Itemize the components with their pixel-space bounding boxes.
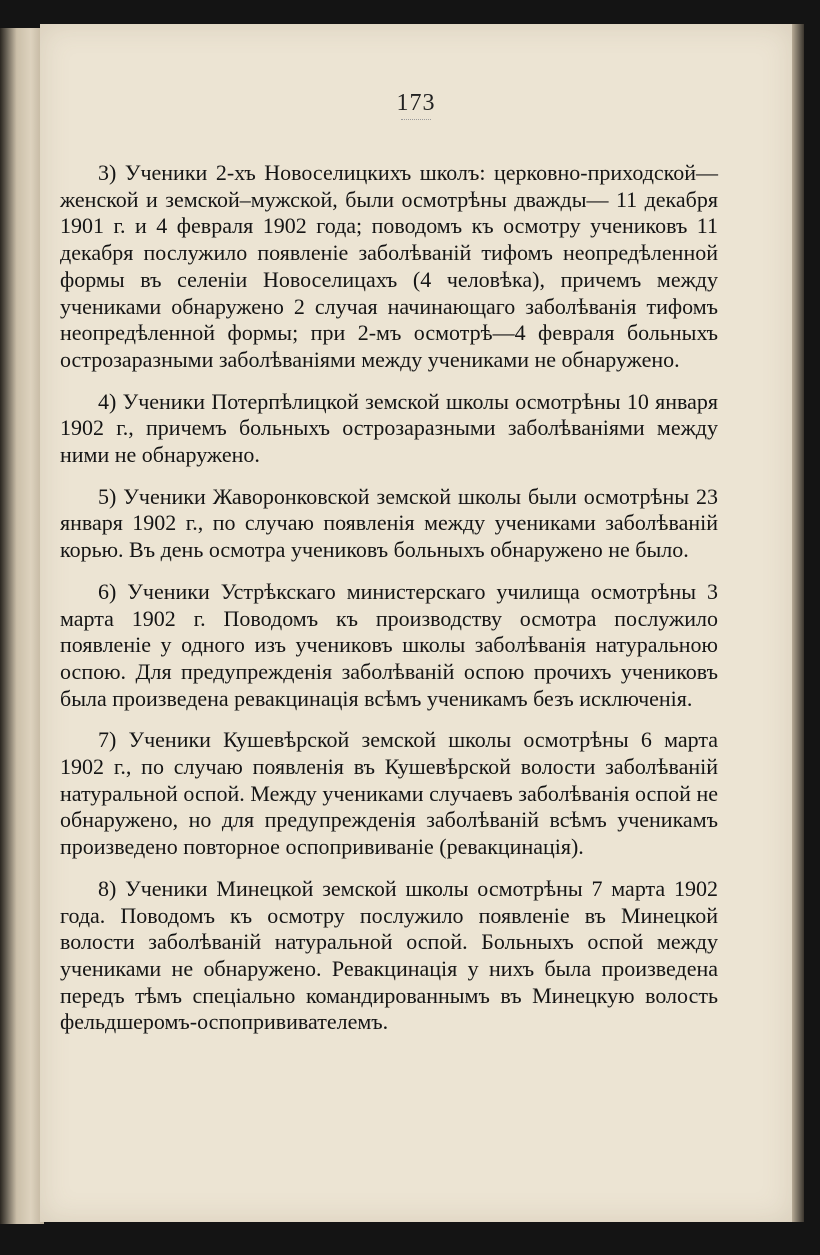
paragraph-3: 3) Ученики 2-хъ Новоселицкихъ школъ: церковно-приходской—женской и земской–мужской, были осмотрѣны дважды— 11 декабря 1901 г. и 4 февраля 1902 года; поводомъ къ осмотру учениковъ 11 декабря послужило появленіе заболѣваній тифомъ неопредѣленной формы въ селеніи Новоселицахъ (4 человѣка), причемъ между учениками обнаружено 2 случая начинающаго заболѣванія тифомъ неопредѣленной формы; при 2-мъ осмотрѣ—4 февраля больныхъ острозаразными заболѣваніями между учениками не обнаружено. <box>60 160 718 372</box>
paragraph-5: 5) Ученики Жаворонковской земской школы были осмотрѣны 23 января 1902 г., по случаю появленія между учениками заболѣваній корью. Въ день осмотра учениковъ больныхъ обнаружено не было. <box>60 483 718 563</box>
paragraph-4: 4) Ученики Потерпѣлицкой земской школы осмотрѣны 10 января 1902 г., причемъ больныхъ острозаразными заболѣваніями между ними не обнаружено. <box>60 388 718 468</box>
paragraph-7: 7) Ученики Кушевѣрской земской школы осмотрѣны 6 марта 1902 г., по случаю появленія въ Кушевѣрской волости заболѣваній натуральной оспой. Между учениками случаевъ заболѣванія оспой не обнаружено, но для предупрежденія заболѣваній всѣмъ ученикамъ произведено повторное оспопрививаніе (ревакцинація). <box>60 727 718 860</box>
paragraph-6: 6) Ученики Устрѣкскаго министерскаго училища осмотрѣны 3 марта 1902 г. Поводомъ къ производству осмотра послужило появленіе у одного изъ учениковъ школы заболѣванія натуральною оспою. Для предупрежденія заболѣваній оспою прочихъ учениковъ была произведена ревакцинація всѣмъ ученикамъ безъ исключенія. <box>60 578 718 711</box>
body-text <box>60 160 718 1036</box>
page-edge-shadow <box>792 24 804 1222</box>
book-page <box>40 24 792 1222</box>
paragraph-8: 8) Ученики Минецкой земской школы осмотрѣны 7 марта 1902 года. Поводомъ къ осмотру послужило появленіе въ Минецкой волости заболѣваній натуральной оспой. Больныхъ оспой между учениками не обнаружено. Ревакцинація у нихъ была произведена передъ тѣмъ спеціально командированнымъ въ Минецкую волость фельдшеромъ-оспопрививателемъ. <box>60 875 718 1035</box>
book-spine-edge <box>0 28 44 1224</box>
page-number: 173 <box>40 90 792 121</box>
